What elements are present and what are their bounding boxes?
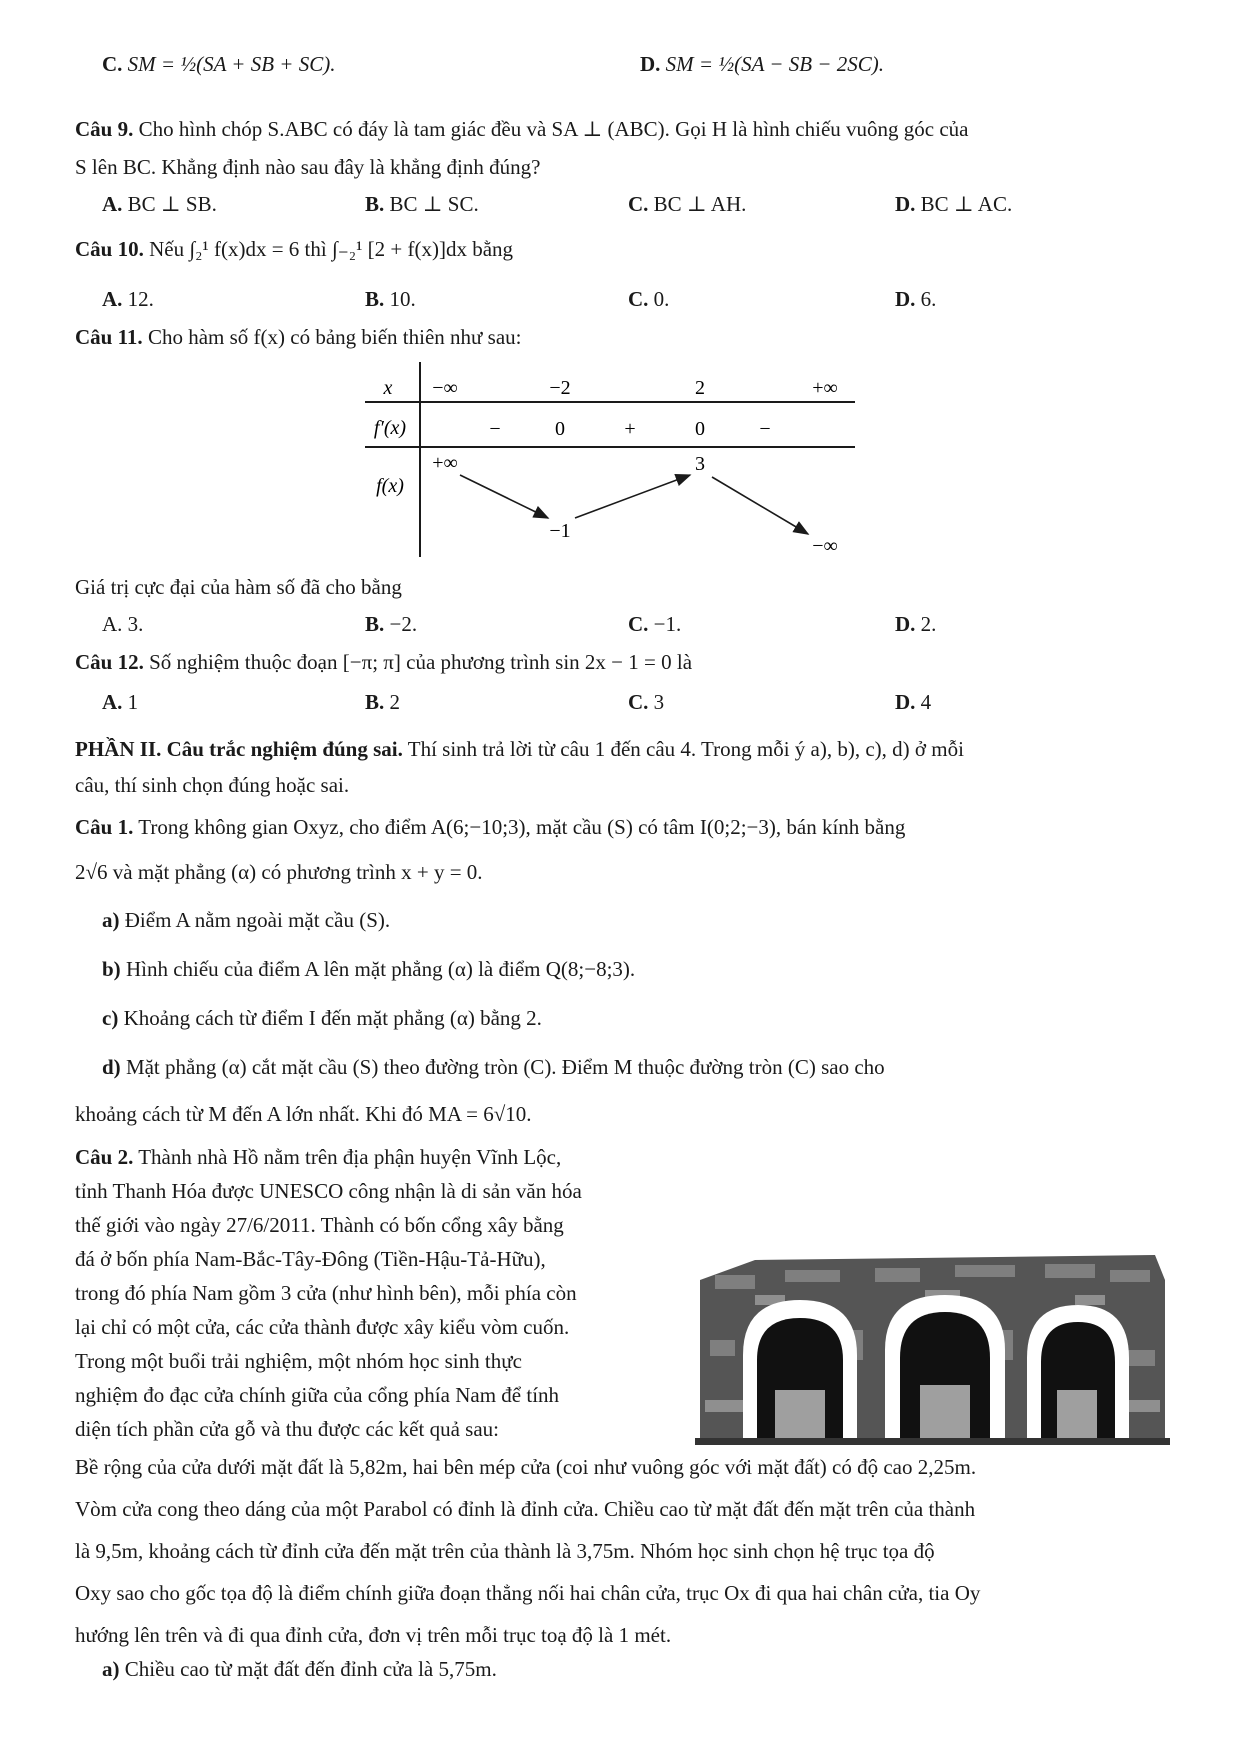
p2q1-line1: [75, 815, 905, 840]
question-text: Trong không gian Oxyz, cho điểm A(6;−10;3), mặt cầu (S) có tâm I(0;2;−3), bán kính bằng: [138, 815, 906, 839]
derivative-zero: 0: [695, 418, 705, 440]
item-label: d): [102, 1055, 121, 1079]
option-label: A.: [102, 192, 123, 216]
prev-option-d: [640, 52, 884, 77]
option-text: 10.: [389, 287, 416, 311]
option-text: 1: [127, 690, 139, 714]
option-text: 3.: [127, 612, 144, 636]
decreasing-arrow: [460, 475, 548, 518]
question-text: Nếu ∫₂¹ f(x)dx = 6 thì ∫₋₂¹ [2 + f(x)]dx bằng: [149, 237, 514, 261]
question-label: Câu 2.: [75, 1145, 134, 1169]
option-text: 3: [653, 690, 665, 714]
p2q1-item-d-cont: khoảng cách từ M đến A lớn nhất. Khi đó MA = 6√10.: [75, 1102, 532, 1126]
x-value: +∞: [812, 377, 838, 399]
item-label: a): [102, 1657, 120, 1681]
item-text: Điểm A nằm ngoài mặt cầu (S).: [124, 908, 391, 932]
text-line: nghiệm đo đạc cửa chính giữa của cổng phía Nam để tính: [75, 1383, 560, 1407]
option-text: −1.: [653, 612, 682, 636]
increasing-arrow: [575, 475, 690, 518]
prev-option-c: [102, 52, 335, 77]
question-label: Câu 1.: [75, 815, 134, 839]
q11-option-c: [628, 612, 681, 637]
derivative-sign: −: [489, 418, 501, 440]
text-line: tỉnh Thanh Hóa được UNESCO công nhận là di sản văn hóa: [75, 1179, 582, 1203]
option-text: SM = ½(SA − SB − 2SC).: [665, 52, 884, 76]
row-label-f: f(x): [376, 475, 404, 497]
decreasing-arrow: [712, 477, 808, 534]
option-label: C.: [102, 52, 123, 76]
q9-line1: [75, 117, 968, 142]
text-line: là 9,5m, khoảng cách từ đỉnh cửa đến mặt trên của thành là 3,75m. Nhóm học sinh chọn hệ trục tọa độ: [75, 1539, 935, 1563]
q11-option-d: [895, 612, 936, 637]
part2-heading: PHẦN II. Câu trắc nghiệm đúng sai.: [75, 737, 403, 761]
q11-stem: [75, 325, 522, 350]
derivative-sign: +: [624, 418, 636, 440]
option-label: B.: [365, 192, 385, 216]
row-label-x: x: [383, 377, 393, 399]
text-line: hướng lên trên và đi qua đỉnh cửa, đơn vị trên mỗi trục toạ độ là 1 mét.: [75, 1623, 672, 1647]
option-label: A.: [102, 690, 123, 714]
q11-option-a: [102, 612, 143, 637]
part2-intro-line1: [75, 737, 964, 762]
derivative-sign: −: [759, 418, 771, 440]
text-line: Bề rộng của cửa dưới mặt đất là 5,82m, hai bên mép cửa (coi như vuông góc với mặt đất) có độ cao 2,25m.: [75, 1455, 977, 1479]
q9-option-d: [895, 192, 1012, 217]
f-value: 3: [695, 453, 705, 475]
option-text: BC ⊥ AC.: [920, 192, 1013, 216]
variation-table: [360, 362, 860, 562]
f-value: −1: [549, 520, 571, 542]
item-text: Mặt phẳng (α) cắt mặt cầu (S) theo đường tròn (C). Điểm M thuộc đường tròn (C) sao cho: [125, 1055, 885, 1079]
part2-intro-line2: câu, thí sinh chọn đúng hoặc sai.: [75, 773, 350, 797]
x-value: −2: [549, 377, 571, 399]
q9-option-c: [628, 192, 746, 217]
text-line: trong đó phía Nam gồm 3 cửa (như hình bên), mỗi phía còn: [75, 1281, 577, 1305]
option-text: 6.: [920, 287, 937, 311]
option-label: D.: [895, 612, 916, 636]
derivative-zero: 0: [555, 418, 565, 440]
option-label: A.: [102, 612, 123, 636]
option-text: 2: [389, 690, 401, 714]
text-line: Trong một buổi trải nghiệm, một nhóm học sinh thực: [75, 1349, 522, 1373]
f-value: −∞: [812, 535, 838, 557]
p2q1-item-c: [102, 1006, 542, 1031]
p2q1-item-a: [102, 908, 390, 933]
option-label: A.: [102, 287, 123, 311]
q10-option-d: [895, 287, 936, 312]
question-label: Câu 10.: [75, 237, 144, 261]
option-label: D.: [895, 192, 916, 216]
option-label: D.: [895, 287, 916, 311]
q11-prompt: Giá trị cực đại của hàm số đã cho bằng: [75, 575, 402, 599]
option-label: D.: [640, 52, 661, 76]
q12-option-b: [365, 690, 400, 715]
item-label: a): [102, 908, 120, 932]
q9-option-b: [365, 192, 479, 217]
text-line: diện tích phần cửa gỗ và thu được các kết quả sau:: [75, 1417, 499, 1441]
option-label: D.: [895, 690, 916, 714]
option-label: B.: [365, 612, 385, 636]
text-line: Oxy sao cho gốc tọa độ là điểm chính giữa đoạn thẳng nối hai chân cửa, trục Ox đi qua hai chân cửa, tia Oy: [75, 1581, 981, 1605]
question-text: Cho hình chóp S.ABC có đáy là tam giác đều và SA ⊥ (ABC). Gọi H là hình chiếu vuông góc của: [138, 117, 969, 141]
line-text: Thành nhà Hồ nằm trên địa phận huyện Vĩnh Lộc,: [138, 1145, 562, 1169]
row-label-fprime: f′(x): [373, 417, 407, 439]
text-line: thế giới vào ngày 27/6/2011. Thành có bốn cổng xây bằng: [75, 1213, 564, 1237]
f-value: +∞: [432, 452, 458, 474]
p2q2-full-text: [75, 1446, 980, 1656]
x-value: −∞: [432, 377, 458, 399]
item-text: Hình chiếu của điểm A lên mặt phẳng (α) là điểm Q(8;−8;3).: [125, 957, 636, 981]
p2q2-item-a: [102, 1657, 497, 1682]
option-text: 12.: [127, 287, 154, 311]
question-text: Cho hàm số f(x) có bảng biến thiên như sau:: [147, 325, 522, 349]
item-text: Chiều cao từ mặt đất đến đỉnh cửa là 5,75m.: [124, 1657, 497, 1681]
question-label: Câu 9.: [75, 117, 134, 141]
part2-intro: Thí sinh trả lời từ câu 1 đến câu 4. Trong mỗi ý a), b), c), d) ở mỗi: [407, 737, 964, 761]
option-label: C.: [628, 690, 649, 714]
option-label: C.: [628, 612, 649, 636]
q10-option-a: [102, 287, 154, 312]
option-text: −2.: [389, 612, 418, 636]
option-text: SM = ½(SA + SB + SC).: [127, 52, 336, 76]
text-line: [75, 1140, 582, 1174]
p2q1-item-b: [102, 957, 635, 982]
option-label: C.: [628, 287, 649, 311]
option-text: 2.: [920, 612, 937, 636]
option-text: BC ⊥ SB.: [127, 192, 217, 216]
item-label: b): [102, 957, 121, 981]
p2q1-line2: 2√6 và mặt phẳng (α) có phương trình x + y = 0.: [75, 860, 483, 884]
question-label: Câu 12.: [75, 650, 144, 674]
q10-stem: [75, 237, 513, 262]
option-text: BC ⊥ SC.: [389, 192, 479, 216]
x-value: 2: [695, 377, 705, 399]
text-line: lại chỉ có một cửa, các cửa thành được xây kiểu vòm cuốn.: [75, 1315, 570, 1339]
text-line: Vòm cửa cong theo dáng của một Parabol có đỉnh là đỉnh cửa. Chiều cao từ mặt đất đến mặt trên của thành: [75, 1497, 976, 1521]
q9-line2: S lên BC. Khẳng định nào sau đây là khẳng định đúng?: [75, 155, 541, 179]
q12-stem: [75, 650, 692, 675]
citadel-gate-photo: [695, 1240, 1170, 1445]
item-label: c): [102, 1006, 119, 1030]
p2q1-item-d: [102, 1055, 885, 1080]
q10-option-b: [365, 287, 416, 312]
q12-option-c: [628, 690, 664, 715]
p2q2-wrapped-text: [75, 1140, 582, 1446]
option-text: BC ⊥ AH.: [653, 192, 747, 216]
option-text: 4: [920, 690, 932, 714]
option-label: C.: [628, 192, 649, 216]
question-label: Câu 11.: [75, 325, 143, 349]
option-label: B.: [365, 287, 385, 311]
q9-option-a: [102, 192, 217, 217]
q11-option-b: [365, 612, 417, 637]
text-line: đá ở bốn phía Nam-Bắc-Tây-Đông (Tiền-Hậu-Tả-Hữu),: [75, 1247, 546, 1271]
question-text: Số nghiệm thuộc đoạn [−π; π] của phương trình sin 2x − 1 = 0 là: [149, 650, 693, 674]
option-label: B.: [365, 690, 385, 714]
option-text: 0.: [653, 287, 670, 311]
item-text: Khoảng cách từ điểm I đến mặt phẳng (α) bằng 2.: [123, 1006, 542, 1030]
q10-option-c: [628, 287, 669, 312]
q12-option-a: [102, 690, 138, 715]
q12-option-d: [895, 690, 931, 715]
